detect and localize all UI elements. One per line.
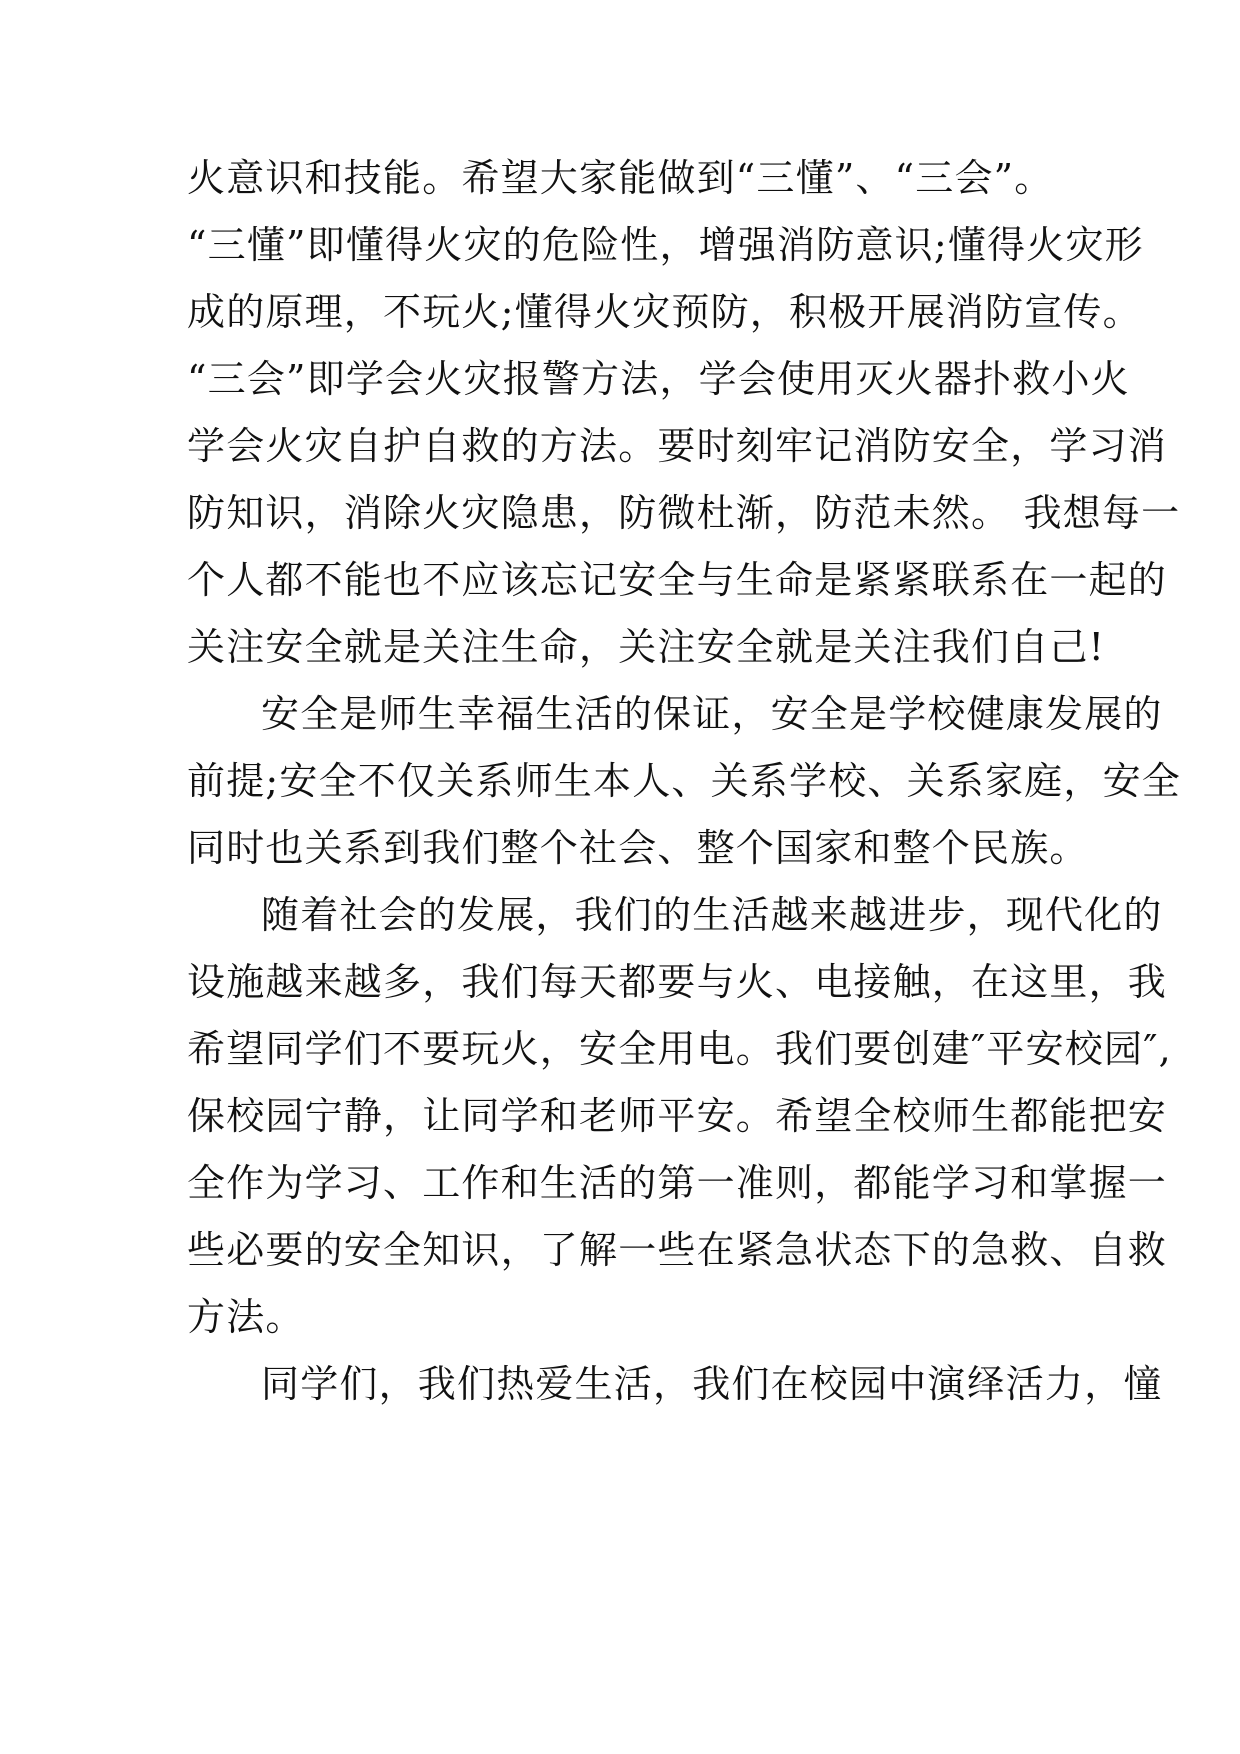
text-line: 防知识，消除火灾隐患，防微杜渐，防范未然。 我想每一 [187, 491, 1181, 535]
paragraph-start-line: 随着社会的发展，我们的生活越来越进步，现代化的 [261, 893, 1163, 937]
text-line: 成的原理，不玩火;懂得火灾预防，积极开展消防宣传。 [187, 290, 1142, 334]
text-line: 学会火灾自护自救的方法。要时刻牢记消防安全，学习消 [187, 424, 1168, 468]
text-line: 方法。 [187, 1295, 305, 1339]
text-line: 设施越来越多，我们每天都要与火、电接触，在这里，我 [187, 960, 1168, 1004]
text-line: 同时也关系到我们整个社会、整个国家和整个民族。 [187, 826, 1089, 870]
paragraph-start-line: 同学们，我们热爱生活，我们在校园中演绎活力，憧 [261, 1362, 1163, 1406]
text-line: 关注安全就是关注生命，关注安全就是关注我们自己! [187, 625, 1106, 669]
text-line: 保校园宁静，让同学和老师平安。希望全校师生都能把安 [187, 1094, 1168, 1138]
text-line: 个人都不能也不应该忘记安全与生命是紧紧联系在一起的 [187, 558, 1168, 602]
text-line: 希望同学们不要玩火，安全用电。我们要创建″平安校园″, [187, 1027, 1172, 1071]
paragraph-start-line: 安全是师生幸福生活的保证，安全是学校健康发展的 [261, 692, 1163, 736]
text-line: 全作为学习、工作和生活的第一准则，都能学习和掌握一 [187, 1161, 1168, 1205]
text-line: 前提;安全不仅关系师生本人、关系学校、关系家庭，安全 [187, 759, 1182, 803]
text-line: “三会”即学会火灾报警方法，学会使用灭火器扑救小火 [187, 357, 1130, 401]
text-line: “三懂”即懂得火灾的危险性，增强消防意识;懂得火灾形 [187, 223, 1144, 267]
text-line: 些必要的安全知识，了解一些在紧急状态下的急救、自救 [187, 1228, 1168, 1272]
text-line: 火意识和技能。希望大家能做到“三懂”、“三会”。 [187, 156, 1054, 200]
